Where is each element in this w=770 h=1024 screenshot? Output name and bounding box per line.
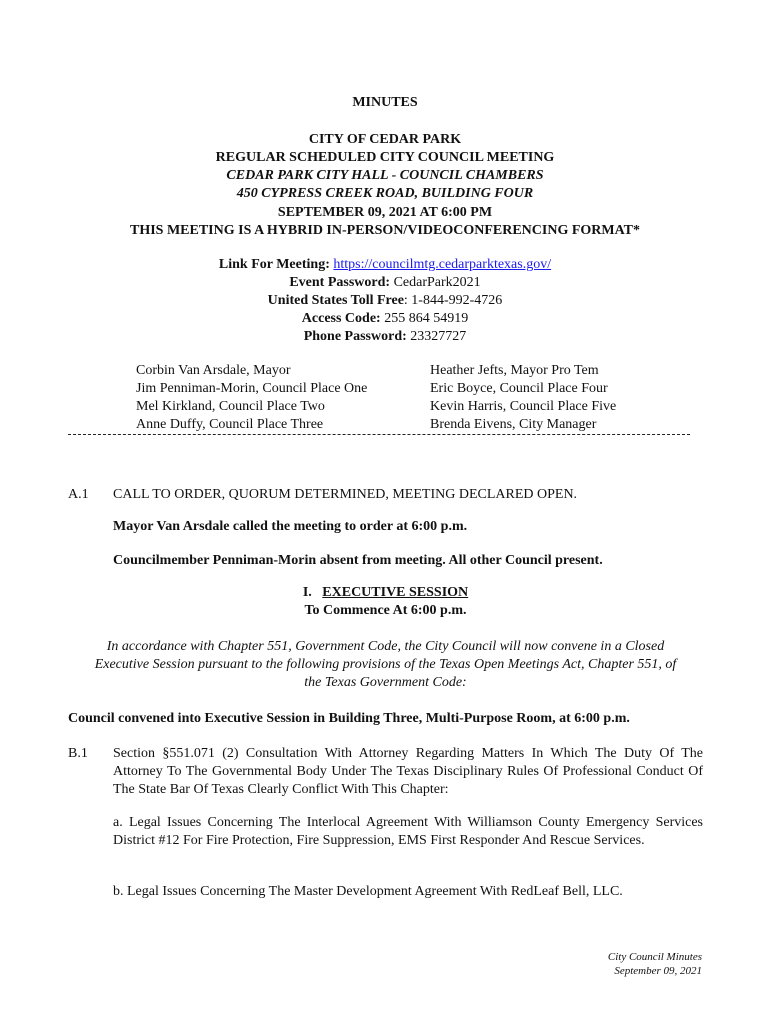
section-divider — [68, 434, 690, 435]
page-footer — [608, 950, 702, 978]
meeting-link-label: Link For Meeting: — [218, 257, 330, 272]
meeting-link-row — [60, 256, 710, 274]
executive-session-intro-line: Executive Session pursuant to the following provisions of the Texas Open Meetings Act, Chapter 551, of — [94, 657, 677, 672]
executive-session-intro-line: In accordance with Chapter 551, Government Code, the City Council will now convene in a Closed — [106, 639, 665, 654]
council-roster-left — [136, 362, 426, 434]
item-a1-call-to-order: Mayor Van Arsdale called the meeting to order at 6:00 p.m. — [113, 519, 468, 534]
council-member: Heather Jefts, Mayor Pro Tem — [430, 363, 599, 378]
section-commence-time: To Commence At 6:00 p.m. — [304, 603, 467, 618]
council-member: Corbin Van Arsdale, Mayor — [136, 363, 291, 378]
meeting-type: REGULAR SCHEDULED CITY COUNCIL MEETING — [215, 149, 555, 165]
item-number-a1: A.1 — [68, 487, 89, 502]
meeting-format-note: THIS MEETING IS A HYBRID IN-PERSON/VIDEOCONFERENCING FORMAT* — [129, 223, 641, 239]
council-member: Brenda Eivens, City Manager — [430, 417, 597, 432]
footer-title: City Council Minutes — [607, 951, 702, 963]
council-member: Eric Boyce, Council Place Four — [430, 381, 608, 396]
council-roster-right — [430, 362, 700, 434]
section-title: EXECUTIVE SESSION — [322, 585, 469, 600]
footer-date: September 09, 2021 — [614, 965, 702, 977]
item-a1-title: CALL TO ORDER, QUORUM DETERMINED, MEETING DECLARED OPEN. — [113, 487, 578, 502]
section-heading — [68, 584, 703, 602]
section-numeral: I. — [302, 585, 312, 600]
item-number-b1: B.1 — [68, 746, 88, 761]
phone-password-value: 23327727 — [410, 329, 467, 344]
toll-free-value: : 1-844-992-4726 — [403, 293, 503, 308]
city-name: CITY OF CEDAR PARK — [308, 131, 462, 147]
council-member: Mel Kirkland, Council Place Two — [136, 399, 325, 414]
access-code-row — [60, 310, 710, 328]
event-password-value: CedarPark2021 — [393, 275, 481, 290]
council-member: Kevin Harris, Council Place Five — [430, 399, 617, 414]
phone-password-row — [60, 328, 710, 346]
meeting-info — [60, 256, 710, 346]
item-a1-attendance: Councilmember Penniman-Morin absent from meeting. All other Council present. — [113, 553, 603, 568]
council-member: Jim Penniman-Morin, Council Place One — [136, 381, 368, 396]
access-code-value: 255 864 54919 — [384, 311, 469, 326]
council-member: Anne Duffy, Council Place Three — [136, 417, 324, 432]
meeting-address: 450 CYPRESS CREEK ROAD, BUILDING FOUR — [236, 186, 534, 202]
item-b1-text: Section §551.071 (2) Consultation With Attorney Regarding Matters In Which The Duty Of The Attorney To The Governmental Body Under The Texas Disciplinary Rules Of Professional Conduct Of The State Bar Of Texas Clearly Conflict With This Chapter: — [113, 746, 703, 797]
meeting-link[interactable]: https://councilmtg.cedarparktexas.gov/ — [333, 257, 552, 272]
meeting-datetime: SEPTEMBER 09, 2021 AT 6:00 PM — [277, 204, 493, 220]
event-password-row — [60, 274, 710, 292]
event-password-label: Event Password: — [289, 275, 391, 290]
meeting-venue: CEDAR PARK CITY HALL - COUNCIL CHAMBERS — [226, 168, 544, 184]
executive-session-intro-line: the Texas Government Code: — [304, 675, 467, 690]
document-header — [60, 94, 710, 240]
council-convened-note: Council convened into Executive Session in Building Three, Multi-Purpose Room, at 6:00 p.m. — [68, 711, 630, 726]
toll-free-row — [60, 292, 710, 310]
item-b1-sub-b: b. Legal Issues Concerning The Master Development Agreement With RedLeaf Bell, LLC. — [113, 884, 623, 899]
toll-free-label: United States Toll Free — [267, 293, 404, 308]
item-b1-sub-a: a. Legal Issues Concerning The Interlocal Agreement With Williamson County Emergency Services District #12 For Fire Protection, Fire Suppression, EMS First Responder And Rescue Services. — [113, 815, 703, 848]
minutes-title: MINUTES — [352, 95, 418, 110]
access-code-label: Access Code: — [301, 311, 381, 326]
phone-password-label: Phone Password: — [303, 329, 407, 344]
